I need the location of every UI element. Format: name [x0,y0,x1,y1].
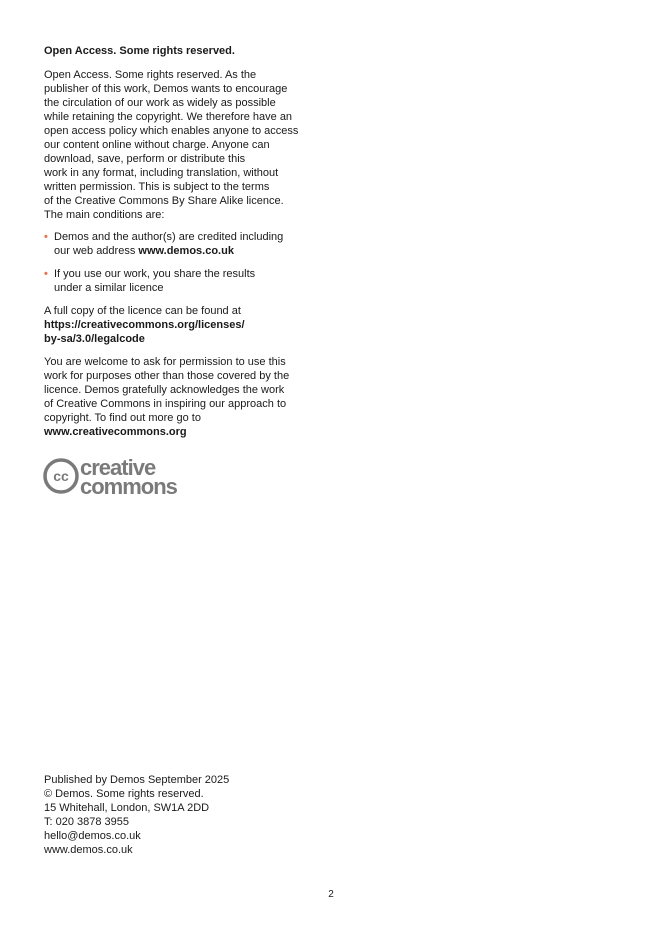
permission-paragraph [44,355,324,439]
intro-line: our content online without charge. Anyone can [44,139,270,151]
permission-line: of Creative Commons in inspiring our approach to [44,398,287,410]
intro-line: The main conditions are: [44,209,165,221]
creativecommons-link-text[interactable]: www.creativecommons.org [44,426,187,438]
licence-link[interactable] [44,318,324,332]
permission-line: licence. Demos gratefully acknowledges the work [44,384,285,396]
bullet-line [54,244,324,258]
footer-line: Published by Demos September 2025 [44,774,230,786]
licence-link[interactable] [44,332,324,346]
licence-paragraph [44,304,324,346]
licence-text: A full copy of the licence can be found at [44,305,241,317]
intro-line: work in any format, including translation, without [44,167,279,179]
permission-line: copyright. To find out more go to [44,412,201,424]
footer-line: 15 Whitehall, London, SW1A 2DD [44,802,210,814]
rights-heading: Open Access. Some rights reserved. [44,45,235,57]
intro-paragraph [44,68,324,222]
licence-link-line[interactable]: https://creativecommons.org/licenses/ [44,319,245,331]
permission-line: You are welcome to ask for permission to use this [44,356,286,368]
publisher-footer [44,773,229,857]
list-item [44,267,324,295]
intro-line: while retaining the copyright. We therefore have an [44,111,293,123]
bullet-line: Demos and the author(s) are credited including [54,231,284,243]
intro-line: the circulation of our work as widely as possible [44,97,276,109]
bullet-line: under a similar licence [54,282,164,294]
bullet-text: our web address [54,245,139,257]
bullet-line: If you use our work, you share the results [54,268,256,280]
creativecommons-link[interactable] [44,425,324,439]
footer-phone: T: 020 3878 3955 [44,816,130,828]
bullet-icon: • [44,231,48,243]
creative-commons-logo [43,455,213,497]
intro-line: Open Access. Some rights reserved. As the [44,69,257,81]
footer-email[interactable]: hello@demos.co.uk [44,830,141,842]
footer-website[interactable]: www.demos.co.uk [44,844,133,856]
demos-web-link[interactable]: www.demos.co.uk [138,245,234,257]
intro-line: publisher of this work, Demos wants to encourage [44,83,288,95]
intro-line: open access policy which enables anyone to access [44,125,299,137]
list-item [44,230,324,258]
permission-line: work for purposes other than those covered by the [44,370,290,382]
cc-word-commons: commons [80,474,177,497]
cc-word-creative: creative [80,455,156,480]
intro-line: download, save, perform or distribute this [44,153,246,165]
intro-line: written permission. This is subject to the terms [44,181,270,193]
cc-badge-text: cc [53,468,69,484]
bullet-icon: • [44,268,48,280]
page-number: 2 [328,889,334,900]
conditions-list [44,230,324,304]
licence-link-line[interactable]: by-sa/3.0/legalcode [44,333,145,345]
footer-line: © Demos. Some rights reserved. [44,788,204,800]
intro-line: of the Creative Commons By Share Alike licence. [44,195,284,207]
